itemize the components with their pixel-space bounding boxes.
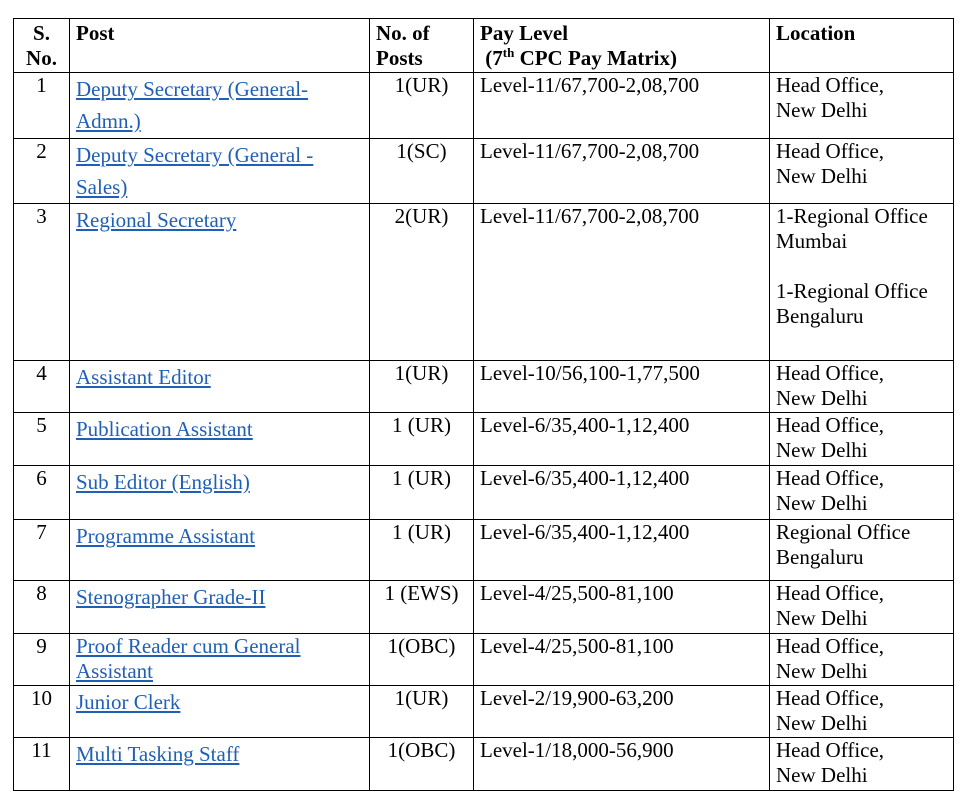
row-sno: 10 [14,686,70,738]
row-post [70,686,370,738]
location-line: New Delhi [776,763,868,787]
post-link[interactable]: Stenographer Grade-II [76,585,266,609]
post-link[interactable]: Deputy Secretary (General-Admn.) [76,77,309,133]
row-post [70,738,370,791]
row-pay-level: Level-11/67,700-2,08,700 [474,204,770,361]
row-post [70,581,370,634]
vacancy-table [13,18,954,791]
row-no-of-posts: 1 (UR) [370,466,474,520]
row-no-of-posts: 1(OBC) [370,738,474,791]
location-line: Bengaluru [776,545,864,569]
table-row [14,413,954,466]
table-row [14,581,954,634]
location-line: Head Office, [776,581,885,605]
row-no-of-posts: 1 (UR) [370,413,474,466]
row-location [770,73,954,139]
location-gap [776,254,947,279]
header-post: Post [70,19,370,73]
location-line: Head Office, [776,738,885,762]
table-row [14,686,954,738]
post-link[interactable]: Junior Clerk [76,690,181,714]
row-sno: 6 [14,466,70,520]
post-link[interactable]: Proof Reader cum General Assistant [76,634,301,683]
row-pay-level: Level-6/35,400-1,12,400 [474,466,770,520]
location-line: Head Office, [776,466,885,490]
row-post [70,204,370,361]
row-post [70,634,370,686]
row-no-of-posts: 1 (UR) [370,520,474,581]
header-pay-level: Pay Level (7th CPC Pay Matrix) [474,19,770,73]
row-pay-level: Level-1/18,000-56,900 [474,738,770,791]
header-location: Location [770,19,954,73]
row-sno: 1 [14,73,70,139]
location-line: Head Office, [776,73,885,97]
header-no-of-posts: No. of Posts [370,19,474,73]
row-location [770,139,954,204]
table-row [14,738,954,791]
header-row [14,19,954,73]
header-sno: S. No. [14,19,70,73]
row-sno: 9 [14,634,70,686]
location-line: Head Office, [776,686,885,710]
row-sno: 7 [14,520,70,581]
row-post [70,466,370,520]
row-location [770,520,954,581]
post-link[interactable]: Publication Assistant [76,417,253,441]
row-location [770,466,954,520]
row-post [70,73,370,139]
location-line: Head Office, [776,139,885,163]
table-row [14,466,954,520]
table-row [14,520,954,581]
row-post [70,361,370,413]
location-line: New Delhi [776,606,868,630]
row-post [70,139,370,204]
row-location [770,686,954,738]
table-row [14,139,954,204]
row-location [770,361,954,413]
table-row [14,634,954,686]
row-pay-level: Level-10/56,100-1,77,500 [474,361,770,413]
location-line: New Delhi [776,164,868,188]
row-location [770,413,954,466]
location-line: 1-Regional Office Mumbai [776,204,928,253]
row-no-of-posts: 1(OBC) [370,634,474,686]
location-line: Head Office, [776,361,885,385]
location-line: New Delhi [776,711,868,735]
table-row [14,361,954,413]
row-pay-level: Level-4/25,500-81,100 [474,634,770,686]
row-pay-level: Level-2/19,900-63,200 [474,686,770,738]
row-no-of-posts: 2(UR) [370,204,474,361]
row-pay-level: Level-11/67,700-2,08,700 [474,139,770,204]
post-link[interactable]: Regional Secretary [76,208,237,232]
post-link[interactable]: Assistant Editor [76,365,211,389]
row-location [770,204,954,361]
row-pay-level: Level-6/35,400-1,12,400 [474,413,770,466]
post-link[interactable]: Multi Tasking Staff [76,742,240,766]
post-link[interactable]: Programme Assistant [76,524,256,548]
row-pay-level: Level-6/35,400-1,12,400 [474,520,770,581]
row-sno: 2 [14,139,70,204]
table-row [14,204,954,361]
row-no-of-posts: 1 (EWS) [370,581,474,634]
location-line: New Delhi [776,659,868,683]
row-pay-level: Level-4/25,500-81,100 [474,581,770,634]
row-location [770,634,954,686]
row-sno: 4 [14,361,70,413]
post-link[interactable]: Sub Editor (English) [76,470,250,494]
row-pay-level: Level-11/67,700-2,08,700 [474,73,770,139]
post-link[interactable]: Deputy Secretary (General -Sales) [76,143,314,199]
row-post [70,413,370,466]
row-post [70,520,370,581]
location-line: Head Office, [776,413,885,437]
row-no-of-posts: 1(UR) [370,361,474,413]
row-sno: 5 [14,413,70,466]
row-sno: 11 [14,738,70,791]
row-no-of-posts: 1(SC) [370,139,474,204]
row-sno: 3 [14,204,70,361]
row-no-of-posts: 1(UR) [370,73,474,139]
location-line: Head Office, [776,634,885,658]
location-line: New Delhi [776,438,868,462]
location-line: New Delhi [776,491,868,515]
table-row [14,73,954,139]
row-sno: 8 [14,581,70,634]
row-location [770,738,954,791]
location-line: Regional Office [776,520,911,544]
location-line: New Delhi [776,98,868,122]
location-line: 1-Regional Office Bengaluru [776,279,928,328]
location-line: New Delhi [776,386,868,410]
row-no-of-posts: 1(UR) [370,686,474,738]
row-location [770,581,954,634]
